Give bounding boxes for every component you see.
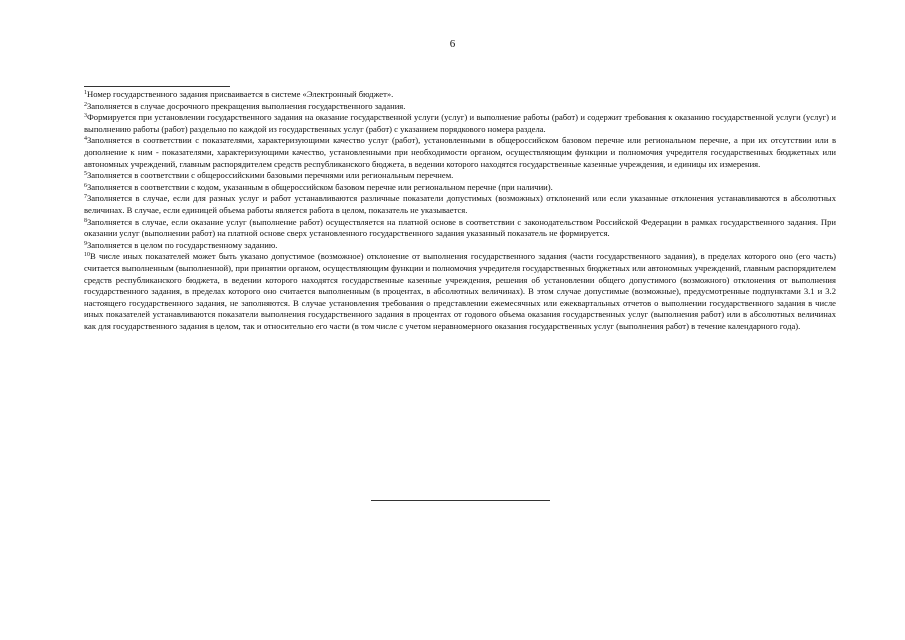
footnote-mark: 6 bbox=[84, 182, 87, 189]
footnote-text: Номер государственного задания присваивается в системе «Электронный бюджет». bbox=[87, 89, 394, 99]
footnote-7 bbox=[84, 193, 836, 216]
end-of-document-rule bbox=[371, 500, 550, 501]
footnote-mark: 8 bbox=[84, 217, 87, 224]
footnote-text: Заполняется в соответствии с показателями, характеризующими качество услуг (работ), установленными в общероссийском базовом перечне или региональном перечне, а при их отсутствии или в дополнение к ним - показателями, характеризующими качество, установленными при необходимости органом, осуществляющим функции и полномочия учредителя государственных бюджетных или автономных учреждений, главным распорядителем средств республиканского бюджета, в ведении которого находятся государственные казенные учреждения, и единицы их измерения. bbox=[84, 135, 836, 169]
footnote-mark: 3 bbox=[84, 113, 87, 120]
footnote-divider bbox=[84, 86, 230, 87]
footnote-text: Заполняется в случае досрочного прекращения выполнения государственного задания. bbox=[87, 100, 406, 111]
footnotes-block bbox=[84, 89, 836, 332]
footnote-4 bbox=[84, 135, 836, 170]
footnote-mark: 5 bbox=[84, 171, 87, 178]
footnote-2 bbox=[84, 101, 836, 113]
footnote-text: Заполняется в случае, если оказание услуг (выполнение работ) осуществляется на платной основе в соответствии с законодательством Российской Федерации в рамках государственного задания. При оказании услуг (выполнении работ) на платной основе сверх установленного государственного задания указанный показатель не формируется. bbox=[84, 216, 836, 239]
footnote-text: Формируется при установлении государственного задания на оказание государственной услуги (услуг) и выполнение работы (работ) и содержит требования к оказанию государственной услуги (услуг) и выполнению работы (работ) раздельно по каждой из государственных услуг (работ) с указанием порядкового номера раздела. bbox=[84, 112, 836, 134]
footnote-mark: 2 bbox=[84, 101, 87, 108]
footnote-text: Заполняется в целом по государственному заданию. bbox=[87, 239, 278, 250]
footnote-mark: 4 bbox=[84, 136, 87, 143]
page-number: 6 bbox=[449, 38, 456, 50]
footnote-3 bbox=[84, 112, 836, 135]
footnote-5 bbox=[84, 170, 836, 182]
footnote-10 bbox=[84, 251, 836, 332]
footnote-6 bbox=[84, 182, 836, 194]
footnote-1 bbox=[84, 89, 836, 101]
footnote-mark: 10 bbox=[84, 252, 90, 259]
footnote-text: В числе иных показателей может быть указано допустимое (возможное) отклонение от выполнения государственного задания (части государственного задания), в пределах которого оно (его часть) считается выполненным (выполненной), при принятии органом, осуществляющим функции и полномочия учредителя государственных бюджетных или автономных учреждений, главным распорядителем средств республиканского бюджета, в ведении которого находятся государственные казенные учреждения, решения об установлении общего допустимого (возможного) отклонения от выполнения государственного задания, в пределах которого оно считается выполненным (в процентах, в абсолютных величинах). В этом случае допустимые (возможные), предусмотренные подпунктами 3.1 и 3.2 настоящего государственного задания, не заполняются. В случае установления требования о представлении ежемесячных или ежеквартальных отчетов о выполнении государственного задания в числе иных показателей устанавливаются показатели выполнения государственного задания в процентах от годового объема оказания государственных услуг (выполнения работ) или в абсолютных величинах как для государственного задания в целом, так и относительно его части (в том числе с учетом неравномерного оказания государственных услуг (выполнения работ) в течение календарного года). bbox=[84, 251, 836, 331]
footnote-mark: 7 bbox=[84, 194, 87, 201]
footnote-text: Заполняется в соответствии с общероссийскими базовыми перечнями или региональным перечнем. bbox=[87, 170, 454, 181]
footnote-mark: 1 bbox=[84, 90, 87, 96]
footnote-8 bbox=[84, 217, 836, 240]
footnote-text: Заполняется в случае, если для разных услуг и работ устанавливаются различные показатели допустимых (возможных) отклонений или если указанные отклонения устанавливаются в абсолютных величинах. В случае, если единицей объема работы является работа в целом, показатель не указывается. bbox=[84, 193, 836, 215]
footnote-mark: 9 bbox=[84, 240, 87, 247]
footnote-9 bbox=[84, 240, 836, 252]
footnote-text: Заполняется в соответствии с кодом, указанным в общероссийском базовом перечне или региональном перечне (при наличии). bbox=[87, 181, 553, 192]
